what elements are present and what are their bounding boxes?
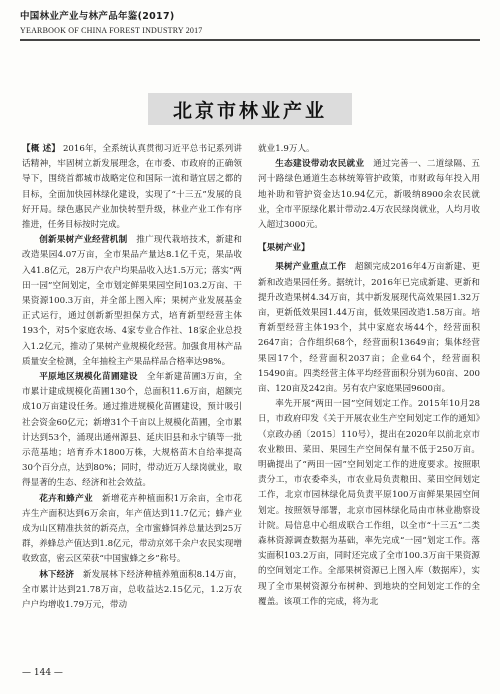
paragraph-heading: 创新果树产业经营机制	[39, 235, 128, 246]
page-number: — 144 —	[22, 668, 63, 678]
paragraph-text: 通过完善一、二道绿隔、五河十路绿色通道生态林统筹管护政策，市财政每年投入用地补助和管护资金达10.94亿元，新吸纳8900余农民就业，全市平原绿化累计带动2.4万农民绿岗就业，人均月收入超过3000元。	[258, 159, 480, 231]
article-title: 北京市林业产业	[172, 99, 327, 122]
section-heading-fruit: 【果树产业】	[258, 243, 310, 254]
article-title-box	[148, 93, 352, 125]
right-column	[258, 142, 480, 610]
left-column	[22, 142, 242, 613]
overview-text: 2016年，全系统认真贯彻习近平总书记系列讲话精神，牢固树立新发展理念，在市委、市政府的正确领导下，围绕首都城市战略定位和国际一流和谐宜居之都的目标，全面加快园林绿化建设，实现了“十三五”发展的良好开局。绿色惠民产业加快转型升级，林业产业工作有序推进，任务目标按时完成。	[22, 144, 242, 231]
paragraph-heading: 生态建设带动农民就业	[275, 159, 365, 170]
paragraph-text: 就业1.9万人。	[258, 144, 315, 154]
header-en: YEARBOOK OF CHINA FOREST INDUSTRY 2017	[20, 26, 203, 35]
paragraph-heading: 林下经济	[39, 569, 75, 580]
page-header	[20, 8, 480, 41]
paragraph-fruit-mechanism	[22, 233, 242, 370]
paragraph-heading: 花卉和蜂产业	[39, 493, 94, 504]
paragraph-text: 推广现代栽培技术，新建和改造果园4.07万亩，全市果品产量达8.1亿千克，果品收入41.8亿元，28万户农户均果品收入达1.5万元；落实“两田一园”空间划定，全市划定鲜果果园空间103.2万亩、干果资源100.3万亩，并全部上图入库；果树产业发展基金正式运行，通过创新新型担保方式，培育新型经营主体193个，对5个家庭农场、4家专业合作社、18家企业总投入1.2亿元，推动了果树产业规模化经营。加强食用林产品质量安全检测，全年抽检主产果品样品合格率达98%。	[22, 235, 243, 367]
paragraph-space-planning	[258, 397, 480, 610]
paragraph-heading: 果树产业重点工作	[275, 262, 347, 273]
paragraph-flower-bee	[22, 492, 242, 568]
overview-tag: 【概 述】	[22, 144, 61, 154]
paragraph-continued	[258, 142, 480, 157]
paragraph-employment	[258, 157, 480, 233]
paragraph-text: 新发展林下经济种植养殖面积8.14万亩，全市累计达到21.78万亩，总收益达2.15亿元，1.2万农户户均增收1.79万元，带动	[22, 569, 242, 611]
paragraph-nursery	[22, 370, 242, 492]
paragraph-understory	[22, 568, 242, 614]
header-rule	[20, 39, 480, 41]
paragraph-text: 全年新建苗圃3万亩，全市累计建成规模化苗圃130个，总面积11.6万亩，超额完成10万亩建设任务。通过推进规模化苗圃建设，预计吸引社会资金60亿元；新增31个千亩以上规模化苗圃，全市累计达到53个，涌现出通州源县、延庆旧县和永宁镇等一批示范基地；培育乔木1800万株，大规格苗木自给率提高30个百分点，达到80%；同时，带动近万人绿岗就业，取得显著的生态、经济和社会效益。	[22, 372, 242, 489]
paragraph-text: 超额完成2016年4万亩新建、更新和改造果园任务。据统计，2016年已完成新建、更新和提升改造果树4.34万亩，其中新发展现代高效果园1.32万亩，更新低效果园1.44万亩，低效果园改造1.58万亩。培育新型经营主体193个，其中家庭农场44个，经营面积2647亩；合作组织68个，经营面积13649亩；集体经营果园17个，经营面积2037亩；企业64个，经营面积15490亩。四类经营主体平均经营面积分别为60亩、200亩、120亩及242亩。另有农户家庭果园9600亩。	[258, 262, 480, 395]
overview-paragraph	[22, 142, 242, 233]
paragraph-text: 率先开展“两田一园”空间划定工作。2015年10月28日，市政府印发《关于开展农业生产空间划定工作的通知》（京政办函〔2015〕110号），提出在2020年以前北京市农业粮田、菜田、果园生产空间保有量不低于250万亩。明确提出了“两田一园”空间划定工作的进度要求。按照职责分工，市农委牵头，市农业局负责粮田、菜田空间划定工作，北京市园林绿化局负责平原100万亩鲜果果园空间划定。按照领导部署，北京市园林绿化局由市林业勘察设计院。局信息中心组成联合工作组，以全市“十三五”二类森林资源调查数据为基础，率先完成“一园”划定工作。落实面积103.2万亩，同时还完成了全市100.3万亩干果资源的空间划定工作。全部果树资源已上图入库（数据库），实现了全市果树资源分布树种、到地块的空间划定工作的全覆盖。该项工作的完成，将为北	[258, 399, 480, 607]
paragraph-fruit-key-work	[258, 260, 480, 397]
paragraph-heading: 平原地区规模化苗圃建设	[39, 372, 138, 383]
paragraph-text: 新增花卉种植面积1万余亩，全市花卉生产面积达到6万余亩，年产值达到11.7亿元；蜂产业成为山区精准扶贫的新亮点，全市蜜蜂饲养总量达到25万群，养蜂总产值达到1.8亿元，带动京郊千余户农民实现增收致富，密云区荣获“中国蜜蜂之乡”称号。	[22, 493, 242, 565]
header-cn: 中国林业产业与林产品年鉴(2017)	[20, 11, 175, 22]
